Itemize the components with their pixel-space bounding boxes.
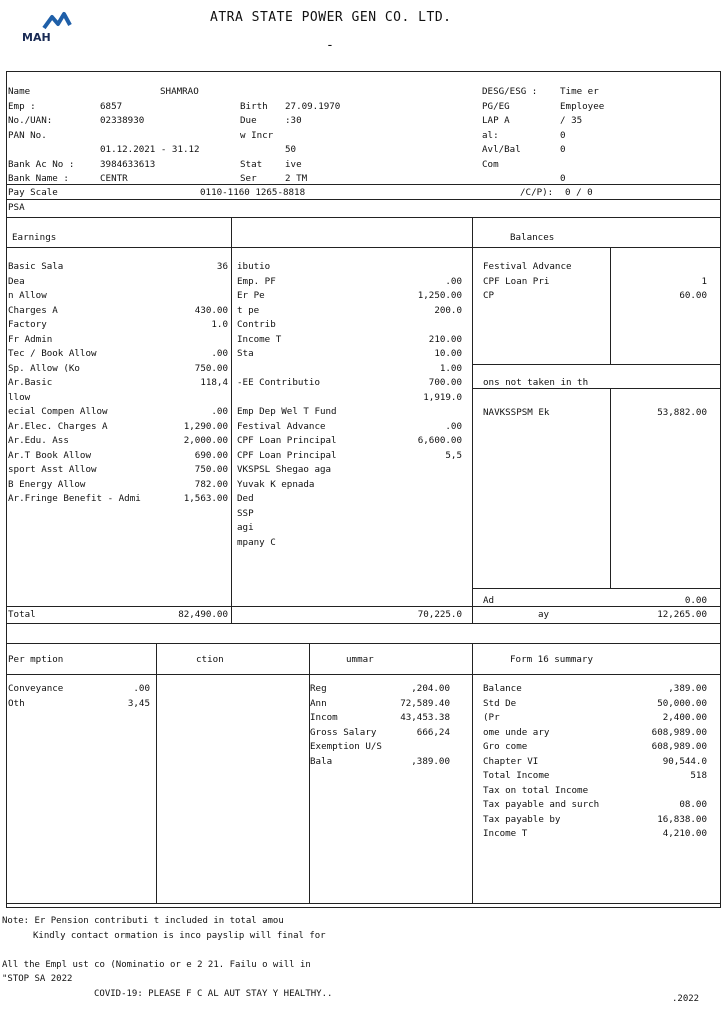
net-pay-value: 12,265.00 (657, 609, 707, 620)
form16-row-label: Std De (483, 697, 517, 709)
not-taken-heading: ons not taken in th (483, 377, 589, 388)
form16-row-value: ,389.00 (668, 683, 707, 694)
summary-row-value: ,204.00 (411, 683, 450, 694)
footer-note-4: "STOP SA 2022 (2, 974, 73, 984)
form16-row-value: 4,210.00 (662, 828, 707, 839)
balance-row-value: 1 (701, 275, 707, 287)
earnings-total: 82,490.00 (178, 609, 228, 620)
form16-row-value: 518 (690, 770, 707, 781)
earning-row-label: Ar.Basic (8, 377, 53, 388)
divider (472, 388, 720, 389)
col-divider (309, 643, 310, 903)
deduction-row-value: 700.00 (428, 377, 462, 388)
frame-top (6, 71, 720, 72)
deduction-row-value: 1.00 (439, 362, 462, 374)
cp-value: 0 / 0 (565, 187, 593, 198)
deduction-row-label: Emp Dep Wel T Fund (237, 406, 337, 417)
deduction-row-value: .00 (445, 275, 462, 287)
deduction-row-value: .00 (445, 420, 462, 432)
col-divider (610, 247, 611, 364)
info-c3-value: Time er (560, 86, 599, 97)
divider (472, 364, 720, 365)
form16-row-label: Balance (483, 683, 522, 694)
footer-date: .2022 (672, 994, 700, 1004)
summary-row-label: Incom (310, 712, 338, 723)
earning-row-value: 118,4 (200, 377, 228, 388)
info-c1-value: 3984633613 (100, 158, 156, 170)
perq-row-label: Oth (8, 697, 25, 709)
footer-note-2: Kindly contact ormation is inco payslip will final for (33, 931, 326, 941)
earning-row-label: ecial Compen Allow (8, 406, 108, 417)
form16-row-value: 2,400.00 (662, 712, 707, 723)
deduction-row-label: Sta (237, 348, 254, 359)
earnings-heading: Earnings (12, 232, 57, 243)
info-c1-value: 6857 (100, 100, 123, 112)
form16-row-value: 608,989.00 (651, 741, 707, 752)
divider (6, 674, 720, 675)
earning-row-value: 36 (216, 261, 228, 272)
info-c2-value: 2 TM (285, 173, 308, 184)
balance-row-label: CPF Loan Pri (483, 275, 550, 287)
form16-row-label: (Pr (483, 712, 500, 723)
earning-row-label: Dea (8, 275, 25, 287)
info-c1-label: Bank Name : (8, 173, 69, 184)
col-divider (472, 643, 473, 903)
balance-row-label: Festival Advance (483, 261, 572, 272)
earning-row-label: Basic Sala (8, 261, 64, 272)
deduction-row-label: CPF Loan Principal (237, 449, 337, 461)
summary-row-value: 72,589.40 (400, 697, 450, 709)
deduction-row-label: VKSPSL Shegao aga (237, 464, 332, 475)
balances-heading: Balances (510, 232, 555, 243)
form16-row-value: 16,838.00 (657, 813, 707, 825)
earning-row-label: Sp. Allow (Ko (8, 362, 80, 374)
deduction-row-value: 5,5 (445, 449, 462, 461)
deduction-row-value: 1,919.0 (423, 391, 462, 403)
info-c1-label: Name (8, 86, 31, 97)
earning-row-value: 1,563.00 (183, 493, 228, 504)
adjustment-label: Ad (483, 595, 495, 606)
earning-row-value: 1,290.00 (183, 420, 228, 432)
form16-row-label: Chapter VI (483, 755, 539, 767)
frame-bottom (6, 907, 720, 908)
not-taken-row-label: NAVKSSPSM Ek (483, 407, 550, 418)
info-c2-value: 50 (285, 144, 297, 155)
deduction-row-value: 6,600.00 (417, 435, 462, 446)
earning-row-value: .00 (211, 406, 228, 417)
deduction-row-label: Ded (237, 493, 254, 504)
form16-row-value: 608,989.00 (651, 726, 707, 738)
form16-row-label: Tax payable and surch (483, 799, 600, 810)
info-c2-label: Due (240, 115, 257, 126)
frame-right (720, 71, 721, 908)
earning-row-label: Factory (8, 319, 47, 330)
footer-note-1: Note: Er Pension contributi t included in total amou (2, 916, 284, 926)
earning-row-label: Tec / Book Allow (8, 348, 97, 359)
deduction-row-label: Yuvak K epnada (237, 478, 315, 490)
deduction-row-value: 10.00 (434, 348, 462, 359)
earning-row-label: Ar.Elec. Charges A (8, 420, 108, 432)
info-c3-value: 0 (560, 144, 566, 155)
divider (6, 199, 720, 200)
col-divider (156, 643, 157, 903)
pay-scale-label: Pay Scale (8, 187, 58, 198)
info-c2-label: Ser (240, 173, 257, 184)
divider (6, 643, 720, 644)
net-pay-label: ay (538, 609, 550, 620)
footer-note-3: All the Empl ust co (Nominatio or e 2 21. Failu o will in (2, 960, 311, 970)
summary-row-value: ,389.00 (411, 755, 450, 767)
earning-row-value: 430.00 (194, 304, 228, 316)
not-taken-row-value: 53,882.00 (657, 407, 707, 418)
summary-row-label: Gross Salary (310, 726, 377, 738)
deduction-row-label: Income T (237, 333, 282, 345)
summary-row-label: Exemption U/S (310, 741, 382, 752)
info-c3-value: / 35 (560, 115, 583, 126)
summary-row-value: 666,24 (416, 726, 450, 738)
deduction-row-label: CPF Loan Principal (237, 435, 337, 446)
earning-row-label: Ar.Fringe Benefit - Admi (8, 493, 141, 504)
info-c2-label: Stat (240, 158, 263, 170)
info-c3-label: DESG/ESG : (482, 86, 538, 97)
form16-row-value: 90,544.0 (662, 755, 707, 767)
earning-row-value: 2,000.00 (183, 435, 228, 446)
divider (6, 623, 720, 624)
divider (6, 903, 720, 904)
info-c2-value: 27.09.1970 (285, 100, 341, 112)
deduction-row-label: Contrib (237, 319, 276, 330)
summary-row-label: Bala (310, 755, 333, 767)
info-c3-value: 0 (560, 173, 566, 184)
header-dash: - (326, 38, 334, 53)
deduction-row-label: SSP (237, 507, 254, 519)
info-c1-label: No./UAN: (8, 115, 53, 126)
info-c1-value: 01.12.2021 - 31.12 (100, 144, 200, 155)
form16-row-label: Income T (483, 828, 528, 839)
info-c3-label: al: (482, 129, 499, 141)
info-c1-value: 02338930 (100, 115, 145, 126)
earning-row-value: 782.00 (194, 478, 228, 490)
balance-row-value: 60.00 (679, 290, 707, 301)
earning-row-label: B Energy Allow (8, 478, 86, 490)
info-c2-value: :30 (285, 115, 302, 126)
deduction-row-label: -EE Contributio (237, 377, 320, 388)
earning-row-label: n Allow (8, 290, 47, 301)
deduction-row-label: Er Pe (237, 290, 265, 301)
company-logo (22, 8, 92, 44)
footer-covid: COVID-19: PLEASE F C AL AUT STAY Y HEALTHY.. (94, 989, 333, 999)
deduction-row-label: t pe (237, 304, 260, 316)
info-c3-label: PG/EG (482, 100, 510, 112)
info-c2-label: Birth (240, 100, 268, 112)
divider (6, 184, 720, 185)
earning-row-value: 750.00 (194, 464, 228, 475)
earning-row-value: 1.0 (211, 319, 228, 330)
logo-text: MAH (22, 31, 51, 44)
form16-row-value: 08.00 (679, 799, 707, 810)
info-c3-value: Employee (560, 100, 605, 112)
frame-left (6, 71, 7, 908)
info-c3-label: Com (482, 158, 499, 170)
info-c1-value: SHAMRAO (160, 86, 199, 97)
earning-row-label: sport Asst Allow (8, 464, 97, 475)
earning-row-value: 690.00 (194, 449, 228, 461)
form16-row-label: Total Income (483, 770, 550, 781)
deduction-row-label: Emp. PF (237, 275, 276, 287)
adjustment-value: 0.00 (684, 595, 707, 606)
earning-row-label: Ar.Edu. Ass (8, 435, 69, 446)
deduction-row-value: 210.00 (428, 333, 462, 345)
total-label: Total (8, 609, 36, 620)
info-c3-label: LAP A (482, 115, 510, 126)
form16-row-label: Tax on total Income (483, 784, 589, 796)
summary-row-label: Reg (310, 683, 327, 694)
info-c3-value: 0 (560, 129, 566, 141)
earning-row-label: Ar.T Book Allow (8, 449, 91, 461)
deduction-row-value: 200.0 (434, 304, 462, 316)
col2-heading: ction (196, 654, 224, 665)
perq-row-value: 3,45 (127, 697, 150, 709)
summary-heading: ummar (346, 654, 374, 665)
form16-row-label: Gro come (483, 741, 528, 752)
divider (6, 217, 720, 218)
divider (6, 606, 720, 607)
divider (6, 247, 720, 248)
earning-row-value: .00 (211, 348, 228, 359)
deductions-total: 70,225.0 (417, 609, 462, 620)
earning-row-value: 750.00 (194, 362, 228, 374)
info-c1-value: CENTR (100, 173, 128, 184)
summary-row-value: 43,453.38 (400, 712, 450, 723)
col-divider (231, 217, 232, 623)
divider (472, 588, 720, 589)
perq-heading: Per mption (8, 654, 64, 665)
info-c1-label: Emp : (8, 100, 36, 112)
form16-heading: Form 16 summary (510, 654, 593, 665)
info-c3-label: Avl/Bal (482, 144, 521, 155)
form16-row-value: 50,000.00 (657, 697, 707, 709)
earning-row-label: Charges A (8, 304, 58, 316)
info-c2-value: ive (285, 158, 302, 170)
company-name: ATRA STATE POWER GEN CO. LTD. (210, 10, 452, 25)
form16-row-label: ome unde ary (483, 726, 550, 738)
info-c1-label: PAN No. (8, 129, 47, 141)
psa-label: PSA (8, 202, 25, 213)
deduction-row-label: Festival Advance (237, 420, 326, 432)
col-divider (472, 217, 473, 623)
cp-label: /C/P): (520, 187, 554, 198)
deduction-row-label: agi (237, 522, 254, 533)
earning-row-label: llow (8, 391, 31, 403)
pay-scale-value: 0110-1160 1265-8818 (200, 187, 306, 198)
summary-row-label: Ann (310, 697, 327, 709)
info-c1-label: Bank Ac No : (8, 158, 75, 170)
perq-row-label: Conveyance (8, 683, 64, 694)
perq-row-value: .00 (133, 683, 150, 694)
info-c2-label: w Incr (240, 129, 274, 141)
deduction-row-label: ibutio (237, 261, 271, 272)
earning-row-label: Fr Admin (8, 333, 53, 345)
deduction-row-label: mpany C (237, 536, 276, 548)
deduction-row-value: 1,250.00 (417, 290, 462, 301)
form16-row-label: Tax payable by (483, 813, 561, 825)
balance-row-label: CP (483, 290, 495, 301)
col-divider (610, 388, 611, 588)
